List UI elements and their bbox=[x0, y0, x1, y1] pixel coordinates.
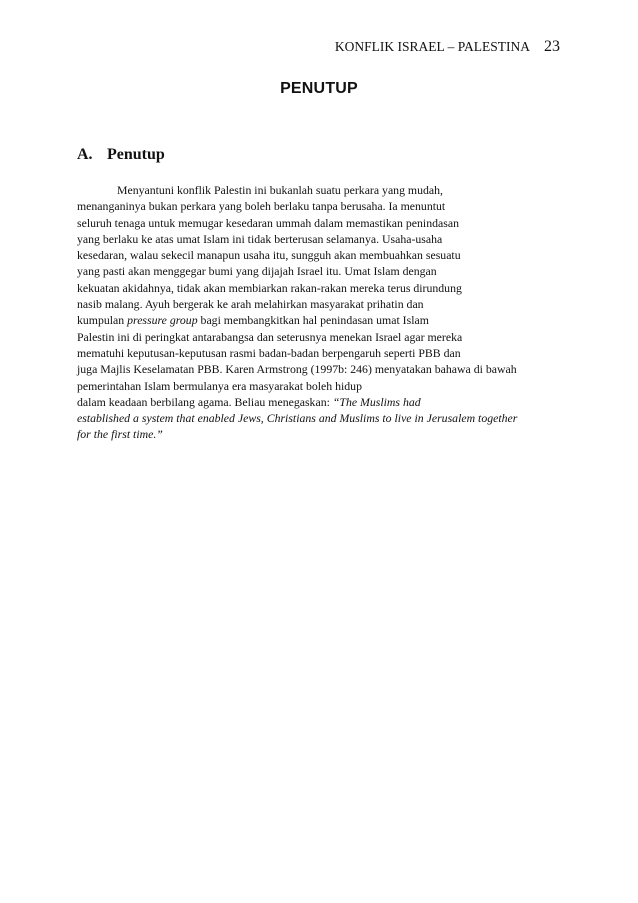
quote-text: “The Muslims had bbox=[332, 394, 421, 409]
line-text: seluruh tenaga untuk memugar kesedaran ummah dalam memastikan penindasan bbox=[77, 215, 459, 230]
section-number: A. bbox=[77, 146, 93, 163]
line-text: pemerintahan Islam bermulanya era masyarakat boleh hidup bbox=[77, 378, 362, 393]
paragraph-line bbox=[77, 296, 577, 312]
line-text: dalam keadaan berbilang agama. Beliau menegaskan: bbox=[77, 394, 333, 409]
quote-text: for the first time.” bbox=[77, 427, 163, 442]
line-text: Menyantuni konflik Palestin ini bukanlah suatu perkara yang mudah, bbox=[117, 183, 443, 197]
line-text: nasib malang. Ayuh bergerak ke arah melahirkan masyarakat prihatin dan bbox=[77, 297, 424, 312]
line-text: juga Majlis Keselamatan PBB. Karen Armstrong (1997b: 246) menyatakan bahawa di bawah bbox=[77, 362, 517, 377]
line-text: yang pasti akan menggegar bumi yang dijajah Israel itu. Umat Islam dengan bbox=[77, 264, 437, 279]
body-paragraph bbox=[77, 182, 577, 443]
paragraph-line bbox=[77, 426, 577, 442]
line-text: kesedaran, walau sekecil manapun usaha itu, sungguh akan membuahkan sesuatu bbox=[77, 248, 461, 263]
section-heading bbox=[77, 146, 165, 164]
paragraph-line bbox=[77, 198, 577, 214]
line-text: menanganinya bukan perkara yang boleh berlaku tanpa berusaha. Ia menuntut bbox=[77, 199, 446, 214]
line-text: kumpulan bbox=[77, 313, 128, 328]
paragraph-line bbox=[77, 247, 577, 263]
line-text: kekuatan akidahnya, tidak akan membiarkan rakan-rakan mereka terus dirundung bbox=[77, 280, 462, 295]
paragraph-line bbox=[77, 312, 577, 328]
paragraph-line bbox=[77, 394, 577, 410]
chapter-title: PENUTUP bbox=[280, 80, 358, 97]
page-number: 23 bbox=[544, 38, 560, 55]
paragraph-line bbox=[77, 378, 577, 394]
paragraph-line bbox=[77, 329, 577, 345]
line-text: bagi membangkitkan hal penindasan umat Islam bbox=[197, 313, 429, 328]
paragraph-line bbox=[77, 280, 577, 296]
paragraph-line bbox=[77, 263, 577, 279]
running-header bbox=[335, 38, 560, 56]
quote-text: established a system that enabled Jews, Christians and Muslims to live in Jerusalem together bbox=[77, 411, 518, 426]
line-text: yang berlaku ke atas umat Islam ini tidak berterusan selamanya. Usaha-usaha bbox=[77, 231, 443, 246]
paragraph-line bbox=[77, 361, 577, 377]
section-title: Penutup bbox=[107, 146, 165, 163]
line-text: Palestin ini di peringkat antarabangsa dan seterusnya menekan Israel agar mereka bbox=[77, 329, 463, 344]
paragraph-line bbox=[77, 182, 577, 198]
paragraph-line bbox=[77, 215, 577, 231]
running-title: KONFLIK ISRAEL – PALESTINA bbox=[334, 39, 530, 54]
line-text: mematuhi keputusan-keputusan rasmi badan-badan berpengaruh seperti PBB dan bbox=[77, 345, 461, 360]
paragraph-line bbox=[77, 345, 577, 361]
paragraph-line bbox=[77, 410, 577, 426]
italic-term: pressure group bbox=[127, 313, 198, 328]
paragraph-line bbox=[77, 231, 577, 247]
